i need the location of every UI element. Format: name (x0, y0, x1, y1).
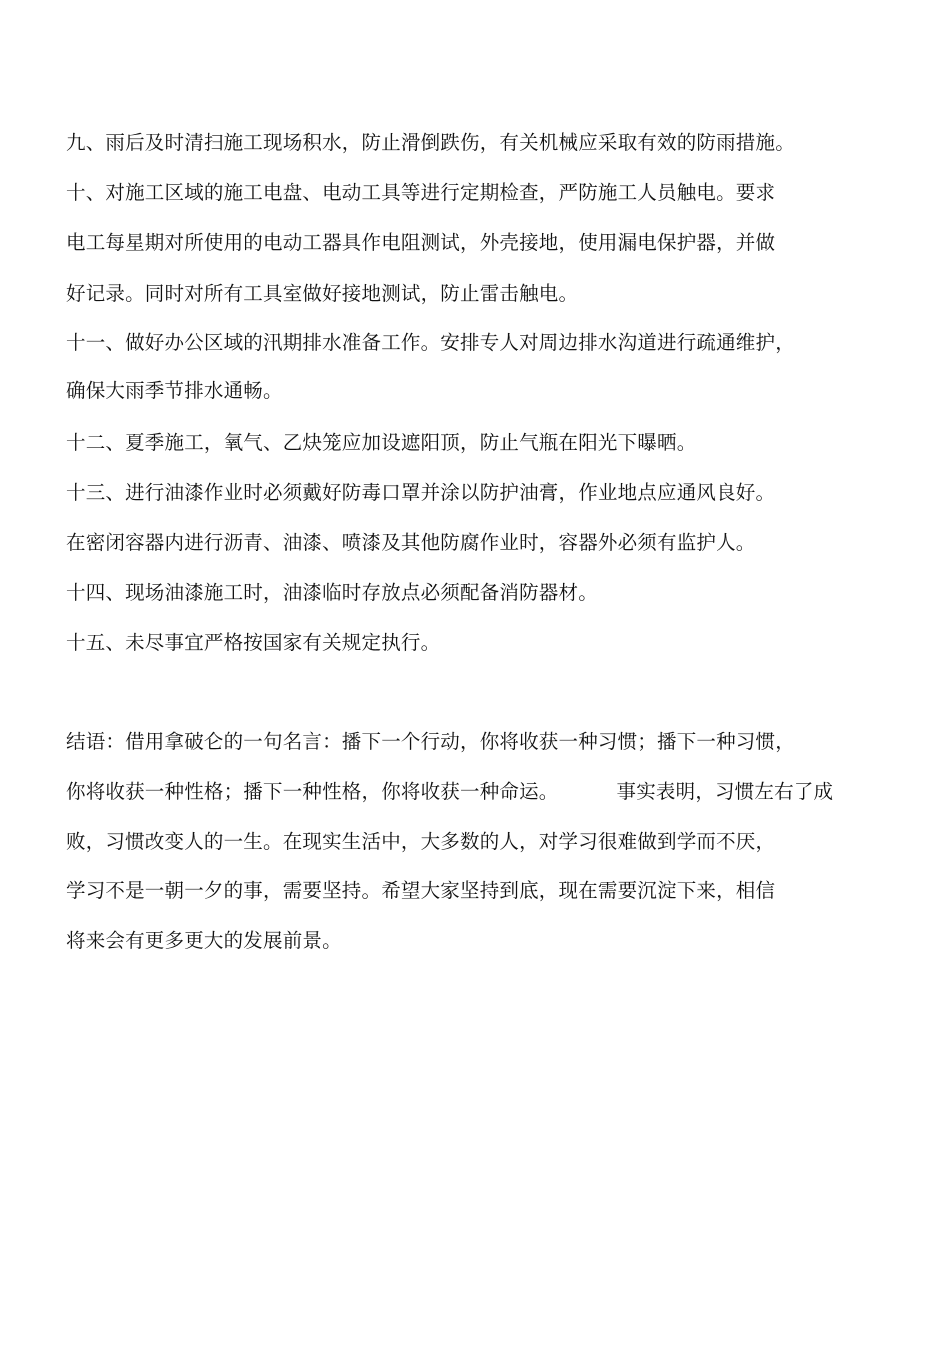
measure-line: 确保大雨季节排水通畅。 (66, 379, 283, 402)
measure-line: 十二、夏季施工，氧气、乙炔笼应加设遮阳顶，防止气瓶在阳光下曝晒。 (66, 431, 697, 454)
conclusion-line (66, 779, 833, 805)
measure-line: 十一、做好办公区域的汛期排水准备工作。安排专人对周边排水沟道进行疏通维护， (66, 331, 795, 354)
measure-line: 电工每星期对所使用的电动工器具作电阻测试，外壳接地，使用漏电保护器，并做 (66, 231, 776, 254)
conclusion-segment: 你将收获一种性格；播下一种性格，你将收获一种命运。 (66, 780, 559, 803)
conclusion-line: 将来会有更多更大的发展前景。 (66, 929, 342, 952)
measure-line: 九、雨后及时清扫施工现场积水，防止滑倒跌伤，有关机械应采取有效的防雨措施。 (66, 131, 795, 154)
measure-line: 十三、进行油漆作业时必须戴好防毒口罩并涂以防护油膏，作业地点应通风良好。 (66, 481, 776, 504)
conclusion-segment: 事实表明，习惯左右了成 (616, 780, 834, 803)
measure-line: 十四、现场油漆施工时，油漆临时存放点必须配备消防器材。 (66, 581, 598, 604)
measure-line: 十五、未尽事宜严格按国家有关规定执行。 (66, 631, 441, 654)
conclusion-line: 败，习惯改变人的一生。在现实生活中，大多数的人，对学习很难做到学而不厌， (66, 830, 776, 853)
conclusion-line: 结语：借用拿破仑的一句名言：播下一个行动，你将收获一种习惯；播下一种习惯， (66, 730, 795, 753)
measure-line: 十、对施工区域的施工电盘、电动工具等进行定期检查，严防施工人员触电。要求 (66, 181, 776, 204)
conclusion-line: 学习不是一朝一夕的事，需要坚持。希望大家坚持到底，现在需要沉淀下来，相信 (66, 879, 776, 902)
measure-line: 好记录。同时对所有工具室做好接地测试，防止雷击触电。 (66, 282, 579, 305)
measure-line: 在密闭容器内进行沥青、油漆、喷漆及其他防腐作业时，容器外必须有监护人。 (66, 531, 756, 554)
